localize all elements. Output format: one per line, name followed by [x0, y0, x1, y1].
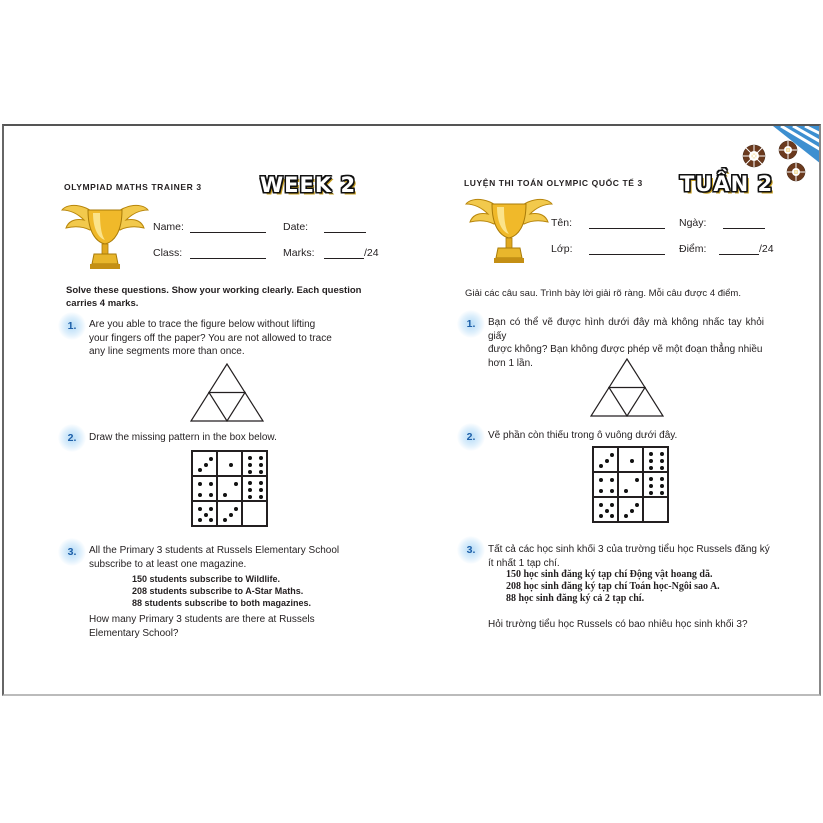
dice-cell — [217, 451, 242, 476]
dice-pip — [259, 456, 263, 460]
dice-cell — [242, 451, 267, 476]
dice-cell — [643, 472, 668, 497]
dice-pip — [198, 507, 202, 511]
dice-pip — [259, 481, 263, 485]
right-page — [412, 126, 821, 696]
question-line: Tất cả các học sinh khối 3 của trường tiểu học Russels đăng ký — [488, 544, 770, 555]
dice-pip — [599, 489, 603, 493]
dice-cell — [217, 501, 242, 526]
trophy-icon — [60, 198, 150, 274]
dice-pip — [209, 457, 213, 461]
dice-pip — [599, 503, 603, 507]
dice-pip — [234, 482, 238, 486]
dice-pip — [204, 513, 208, 517]
dice-pip — [248, 470, 252, 474]
dice-cell — [593, 447, 618, 472]
dice-pip — [624, 514, 628, 518]
date-input-line[interactable] — [723, 228, 765, 229]
marks-total: /24 — [364, 247, 379, 259]
question-line: Draw the missing pattern in the box below. — [89, 432, 277, 443]
instructions-line: Giải các câu sau. Trình bày lời giải rõ ràng. Mỗi câu được 4 điểm. — [465, 288, 741, 299]
dice-pip — [209, 507, 213, 511]
date-label: Ngày: — [679, 217, 707, 229]
dice-pip — [259, 470, 263, 474]
dice-pip — [198, 468, 202, 472]
dice-pip — [198, 493, 202, 497]
question-line: Vẽ phần còn thiếu trong ô vuông dưới đây. — [488, 430, 678, 441]
dice-pip — [605, 509, 609, 513]
dice-pip — [204, 463, 208, 467]
dice-cell — [618, 497, 643, 522]
instructions — [66, 284, 361, 310]
question-prompt — [89, 613, 365, 640]
missing-pattern-cell[interactable] — [242, 501, 267, 526]
dice-pip — [660, 491, 664, 495]
dice-pip — [610, 453, 614, 457]
name-input-line[interactable] — [190, 232, 266, 233]
dice-cell — [618, 472, 643, 497]
dice-pip — [248, 481, 252, 485]
left-page — [4, 126, 412, 696]
dice-pip — [599, 514, 603, 518]
book-spread — [2, 124, 821, 696]
dice-cell — [217, 476, 242, 501]
question-number: 1. — [58, 312, 86, 340]
dice-pip — [630, 459, 634, 463]
dice-pip — [660, 477, 664, 481]
class-input-line[interactable] — [589, 254, 665, 255]
question-text — [89, 431, 365, 445]
data-line: 88 học sinh đăng ký cả 2 tạp chí. — [506, 593, 645, 604]
week-title: TUẦN 2 — [680, 172, 774, 196]
dice-cell — [192, 451, 217, 476]
week-title: WEEK 2 — [260, 173, 357, 197]
data-line: 208 học sinh đăng ký tạp chí Toán học-Ngôi sao A. — [506, 581, 720, 592]
question-text — [89, 544, 365, 571]
question-text — [488, 429, 764, 443]
dice-pip — [229, 463, 233, 467]
data-line: 208 students subscribe to A-Star Maths. — [132, 586, 304, 596]
instructions-line: carries 4 marks. — [66, 298, 139, 309]
date-input-line[interactable] — [324, 232, 366, 233]
dice-pip — [649, 491, 653, 495]
question-line: Hỏi trường tiểu học Russels có bao nhiêu học sinh khối 3? — [488, 619, 748, 630]
dice-cell — [242, 476, 267, 501]
class-label: Class: — [153, 247, 183, 259]
series-title: OLYMPIAD MATHS TRAINER 3 — [64, 182, 202, 192]
dice-cell — [643, 447, 668, 472]
question-number: 2. — [58, 424, 86, 452]
dice-pip — [610, 503, 614, 507]
missing-pattern-cell[interactable] — [643, 497, 668, 522]
marks-input-line[interactable] — [324, 258, 364, 259]
marks-label: Marks: — [283, 247, 315, 259]
dice-cell — [593, 497, 618, 522]
dice-pip — [649, 466, 653, 470]
question-line: All the Primary 3 students at Russels Elementary School — [89, 545, 340, 556]
dice-pip — [635, 478, 639, 482]
dice-pip — [209, 482, 213, 486]
data-list — [132, 573, 311, 609]
dice-pip — [610, 478, 614, 482]
triangle-figure — [189, 362, 265, 424]
dice-pip — [209, 518, 213, 522]
question-text — [89, 318, 365, 359]
trophy-icon — [464, 192, 554, 268]
question-line: Bạn có thể vẽ được hình dưới đây mà không nhấc tay khỏi giấy — [488, 317, 764, 342]
dice-pip — [649, 459, 653, 463]
question-line: hơn 1 lần. — [488, 357, 533, 369]
dice-pip — [248, 456, 252, 460]
dice-pip — [229, 513, 233, 517]
data-line: 150 học sinh đăng ký tạp chí Động vật hoang dã. — [506, 569, 713, 580]
dice-cell — [593, 472, 618, 497]
dice-pip — [223, 493, 227, 497]
dice-pip — [599, 478, 603, 482]
question-line: subscribe to at least one magazine. — [89, 558, 247, 570]
dice-pip — [599, 464, 603, 468]
dice-pip — [610, 489, 614, 493]
name-label: Tên: — [551, 217, 573, 229]
dice-pip — [660, 466, 664, 470]
dice-pip — [248, 495, 252, 499]
dice-pip — [259, 495, 263, 499]
dice-pip — [660, 459, 664, 463]
dice-pip — [259, 488, 263, 492]
dice-pip — [605, 459, 609, 463]
dice-pip — [198, 482, 202, 486]
series-title: LUYỆN THI TOÁN OLYMPIC QUỐC TẾ 3 — [464, 178, 643, 188]
instructions — [465, 287, 741, 300]
dice-pip — [635, 503, 639, 507]
instructions-line: Solve these questions. Show your working clearly. Each question — [66, 285, 362, 296]
data-line: 88 students subscribe to both magazines. — [132, 598, 312, 608]
dice-pip — [223, 518, 227, 522]
dice-pip — [630, 509, 634, 513]
question-line: How many Primary 3 students are there at Russels — [89, 614, 315, 625]
question-prompt — [488, 618, 778, 632]
question-line: your fingers off the paper? You are not allowed to trace — [89, 332, 332, 344]
question-text — [488, 543, 770, 570]
name-input-line[interactable] — [589, 228, 665, 229]
dice-pip — [660, 484, 664, 488]
data-list — [506, 569, 720, 605]
question-line: ít nhất 1 tạp chí. — [488, 557, 560, 569]
dice-pip — [649, 477, 653, 481]
question-line: được không? Bạn không được phép vẽ một đoạn thẳng nhiều — [488, 344, 763, 355]
question-line: Are you able to trace the figure below without lifting — [89, 319, 316, 330]
question-number: 2. — [457, 423, 485, 451]
marks-input-line[interactable] — [719, 254, 759, 255]
question-number: 1. — [457, 310, 485, 338]
dice-grid — [191, 450, 268, 527]
triangle-figure — [589, 357, 665, 419]
dice-pip — [209, 493, 213, 497]
question-number: 3. — [58, 538, 86, 566]
dice-pip — [234, 507, 238, 511]
dice-pip — [198, 518, 202, 522]
dice-cell — [192, 476, 217, 501]
dice-pip — [259, 463, 263, 467]
class-label: Lớp: — [551, 243, 573, 255]
question-line: Elementary School? — [89, 627, 179, 639]
marks-label: Điểm: — [679, 243, 707, 255]
name-label: Name: — [153, 221, 184, 233]
dice-grid — [592, 446, 669, 523]
dice-pip — [610, 514, 614, 518]
dice-pip — [248, 488, 252, 492]
dice-cell — [192, 501, 217, 526]
dice-pip — [649, 484, 653, 488]
class-input-line[interactable] — [190, 258, 266, 259]
question-number: 3. — [457, 536, 485, 564]
dice-pip — [624, 489, 628, 493]
date-label: Date: — [283, 221, 309, 233]
dice-cell — [618, 447, 643, 472]
question-line: any line segments more than once. — [89, 346, 245, 357]
data-line: 150 students subscribe to Wildlife. — [132, 574, 280, 584]
marks-total: /24 — [759, 243, 774, 255]
dice-pip — [649, 452, 653, 456]
dice-pip — [660, 452, 664, 456]
dice-pip — [248, 463, 252, 467]
